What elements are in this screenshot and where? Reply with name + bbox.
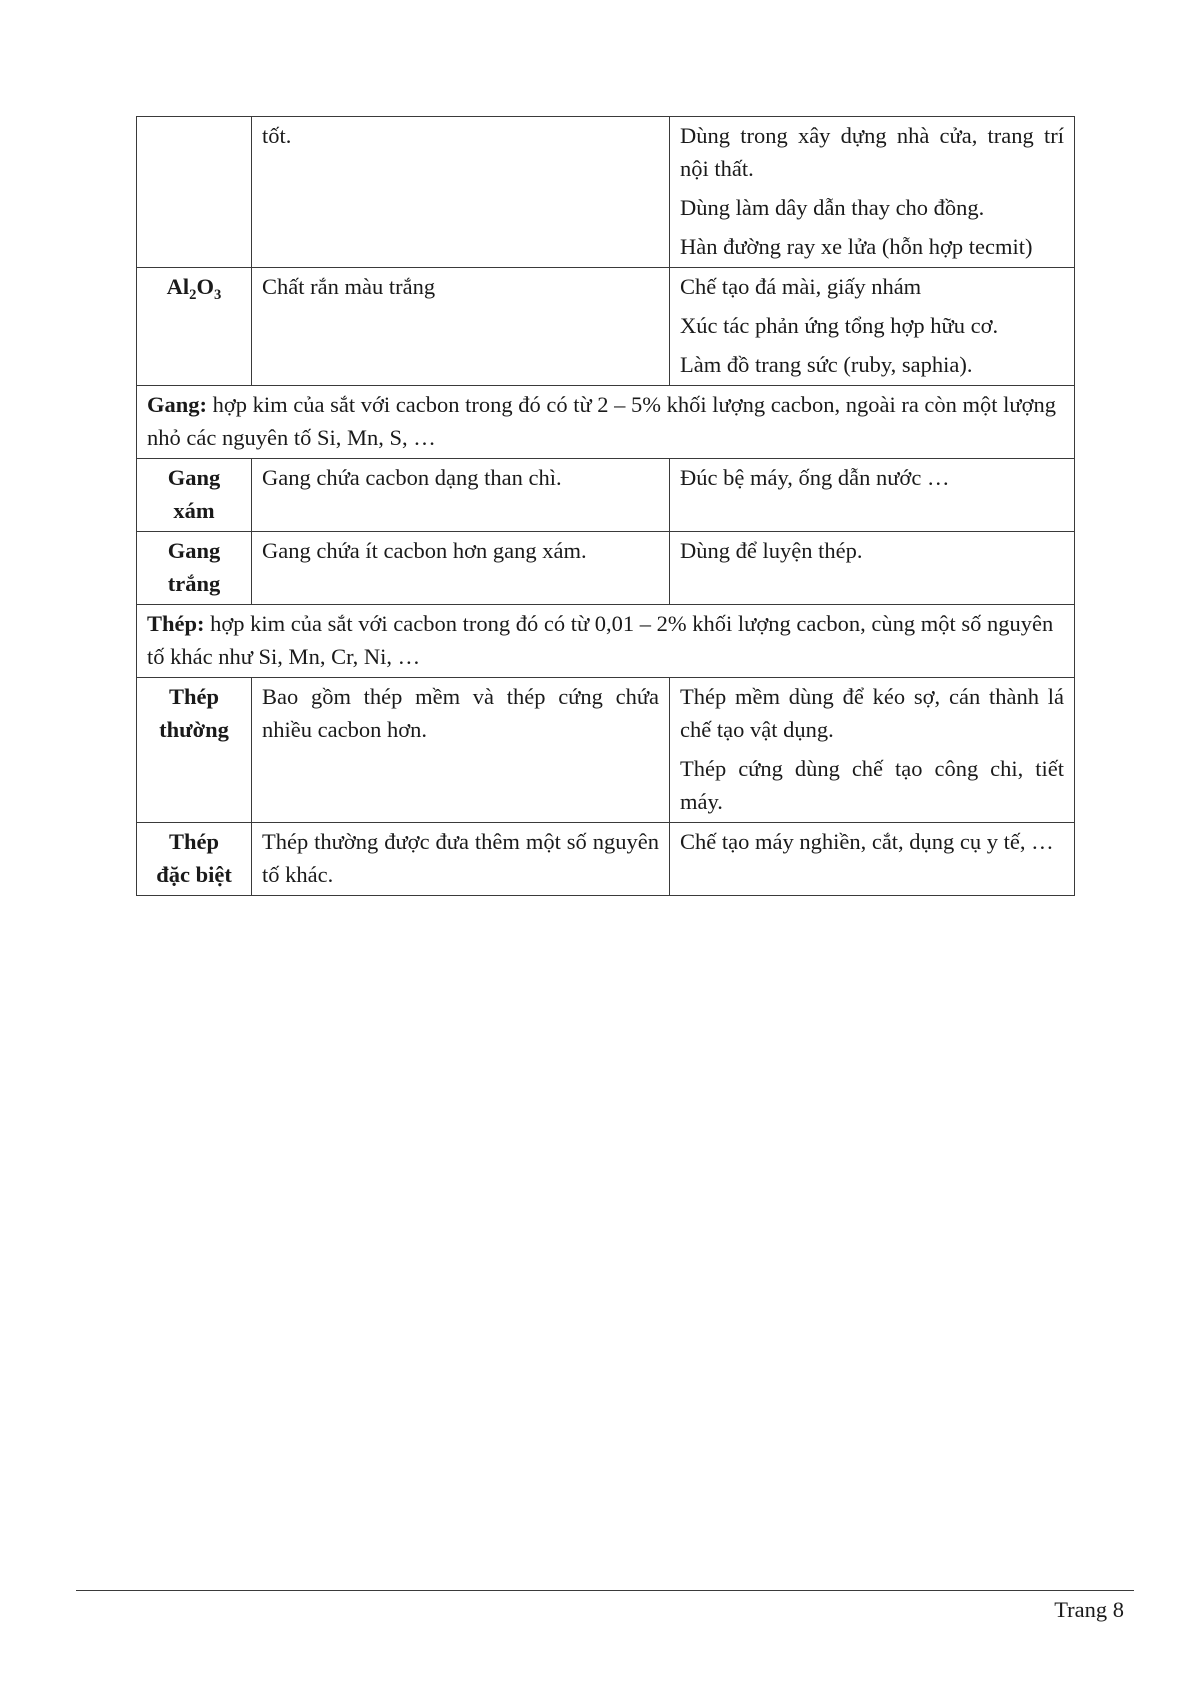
table-row-gang-definition [137, 386, 1075, 459]
material-name-cell [137, 268, 252, 386]
definition-text: hợp kim của sắt với cacbon trong đó có từ 2 – 5% khối lượng cacbon, ngoài ra còn một lượng nhỏ các nguyên tố Si, Mn, S, … [147, 392, 1057, 450]
formula-al2o3: $Al_2O_3$ [166, 274, 222, 304]
material-name-cell: Thép đặc biệt [137, 823, 252, 896]
application-item: Xúc tác phản ứng tổng hợp hữu cơ. [680, 313, 999, 338]
definition-label: Gang: [147, 392, 208, 417]
application-cell [670, 268, 1075, 386]
application-cell [670, 459, 1075, 532]
application-item: Làm đồ trang sức (ruby, saphia). [680, 352, 973, 377]
table-row-gang-xam [137, 459, 1075, 532]
table-row-gang-trang [137, 532, 1075, 605]
table-row-thep-definition [137, 605, 1075, 678]
property-cell [252, 117, 670, 268]
page-number: Trang 8 [1054, 1597, 1124, 1622]
definition-text: hợp kim của sắt với cacbon trong đó có từ 0,01 – 2% khối lượng cacbon, cùng một số nguyên tố khác như Si, Mn, Cr, Ni, … [147, 611, 1054, 669]
material-name-cell: Thép thường [137, 678, 252, 823]
application-item: Đúc bệ máy, ống dẫn nước … [680, 465, 950, 490]
application-item: Thép mềm dùng để kéo sợ, cán thành lá chế tạo vật dụng. [680, 684, 1064, 742]
table-row-thep-thuong [137, 678, 1075, 823]
material-name-cell: Gang xám [137, 459, 252, 532]
footer-divider [76, 1590, 1134, 1591]
property-text: Gang chứa ít cacbon hơn gang xám. [262, 538, 587, 563]
application-item: Chế tạo máy nghiền, cắt, dụng cụ y tế, … [680, 829, 1054, 854]
table-row-aluminium-continued [137, 117, 1075, 268]
material-name-cell: Gang trắng [137, 532, 252, 605]
property-cell [252, 678, 670, 823]
application-item: Thép cứng dùng chế tạo công chi, tiết máy. [680, 756, 1064, 814]
definition-label: Thép: [147, 611, 205, 636]
table-row-thep-dac-biet [137, 823, 1075, 896]
property-cell [252, 532, 670, 605]
application-item: Dùng làm dây dẫn thay cho đồng. [680, 195, 985, 220]
property-text: Chất rắn màu trắng [262, 274, 436, 299]
application-item: Hàn đường ray xe lửa (hỗn hợp tecmit) [680, 234, 1033, 259]
application-item: Dùng để luyện thép. [680, 538, 863, 563]
materials-table [136, 116, 1075, 896]
property-cell [252, 823, 670, 896]
application-item: Chế tạo đá mài, giấy nhám [680, 274, 922, 299]
property-text: Bao gồm thép mềm và thép cứng chứa nhiều cacbon hơn. [262, 684, 659, 742]
property-cell [252, 459, 670, 532]
application-cell [670, 532, 1075, 605]
property-text: Gang chứa cacbon dạng than chì. [262, 465, 562, 490]
property-text: tốt. [262, 123, 292, 148]
property-text: Thép thường được đưa thêm một số nguyên tố khác. [262, 829, 659, 887]
application-item: Dùng trong xây dựng nhà cửa, trang trí nội thất. [680, 123, 1064, 181]
definition-cell [137, 605, 1075, 678]
definition-cell [137, 386, 1075, 459]
application-cell [670, 823, 1075, 896]
property-cell [252, 268, 670, 386]
table-row-al2o3 [137, 268, 1075, 386]
material-name-cell [137, 117, 252, 268]
application-cell [670, 117, 1075, 268]
application-cell [670, 678, 1075, 823]
